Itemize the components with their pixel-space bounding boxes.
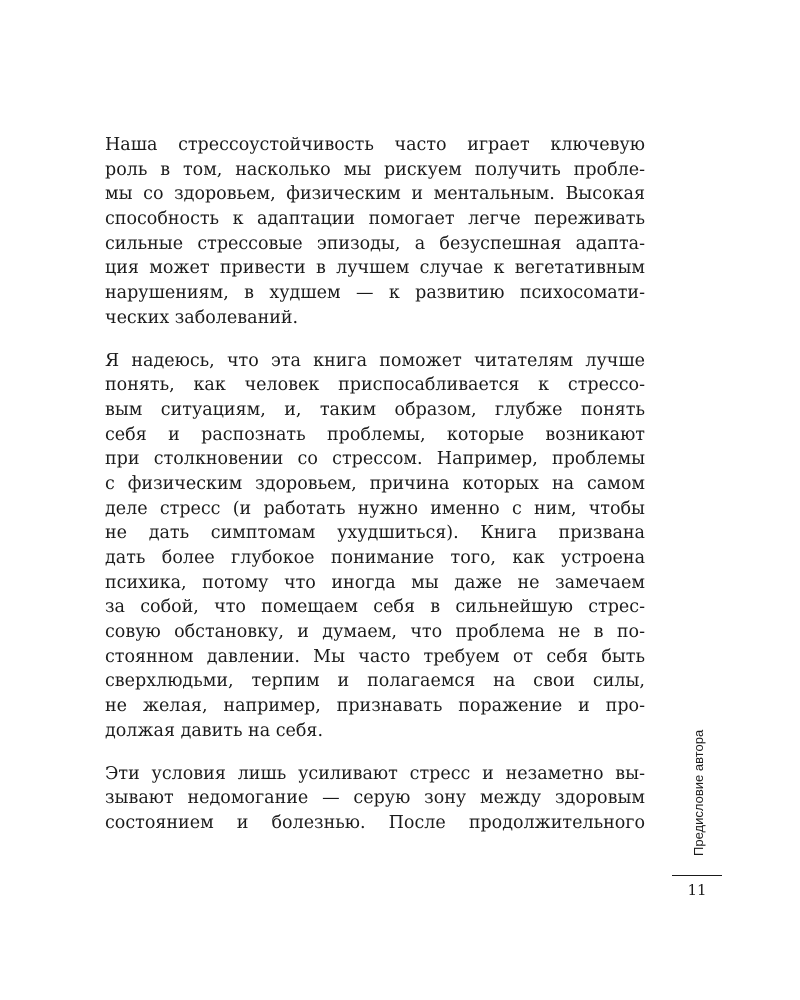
text-line: себя и распознать проблемы, которые возникают (105, 424, 645, 445)
paragraph-2 (105, 349, 645, 744)
text-line: деле стресс (и работать нужно именно с ним, чтобы (105, 498, 645, 519)
text-line: способность к адаптации помогает легче переживать (105, 209, 645, 230)
text-line: не дать симптомам ухудшиться). Книга призвана (105, 523, 645, 544)
text-line: за собой, что помещаем себя в сильнейшую стрес- (105, 597, 645, 618)
text-line: мы со здоровьем, физическим и ментальным. Высокая (105, 184, 645, 205)
text-line: состоянием и болезнью. После продолжительного (105, 812, 645, 833)
text-line: психика, потому что иногда мы даже не замечаем (105, 572, 645, 593)
paragraph-1 (105, 133, 645, 331)
text-line: нарушениям, в худшем — к развитию психосомати- (105, 283, 645, 304)
text-line: не желая, например, признавать поражение и про- (105, 696, 645, 717)
text-line: зывают недомогание — серую зону между здоровым (105, 788, 645, 809)
text-line: сильные стрессовые эпизоды, а безуспешная адапта- (105, 233, 645, 254)
text-line: ческих заболеваний. (105, 307, 299, 328)
text-line: должая давить на себя. (105, 720, 324, 741)
text-line: стоянном давлении. Мы часто требуем от себя быть (105, 646, 645, 667)
running-head (690, 728, 710, 856)
running-head-text: Предисловие автора (691, 729, 706, 856)
text-line: Я надеюсь, что эта книга поможет читателям лучше (105, 350, 645, 371)
text-line: понять, как человек приспосабливается к стрессо- (105, 375, 645, 396)
text-line: дать более глубокое понимание того, как устроена (105, 548, 645, 568)
text-line: ция может привести в лучшем случае к вегетативным (105, 258, 645, 279)
text-line: при столкновении со стрессом. Например, проблемы (105, 449, 645, 470)
text-line: Наша стрессоустойчивость часто играет ключевую (105, 135, 645, 155)
text-line: сверхлюдьми, терпим и полагаемся на свои силы, (105, 671, 645, 692)
text-line: вым ситуациям, и, таким образом, глубже понять (105, 399, 645, 420)
text-line: совую обстановку, и думаем, что проблема не в по- (105, 622, 645, 643)
text-line: роль в том, насколько мы рискуем получить пробле- (105, 159, 645, 180)
page-body (105, 133, 645, 854)
text-line: с физическим здоровьем, причина которых на самом (105, 473, 645, 494)
folio-rule (672, 875, 722, 876)
paragraph-3 (105, 762, 645, 836)
text-line: Эти условия лишь усиливают стресс и незаметно вы- (105, 763, 645, 784)
page-number: 11 (687, 881, 707, 899)
